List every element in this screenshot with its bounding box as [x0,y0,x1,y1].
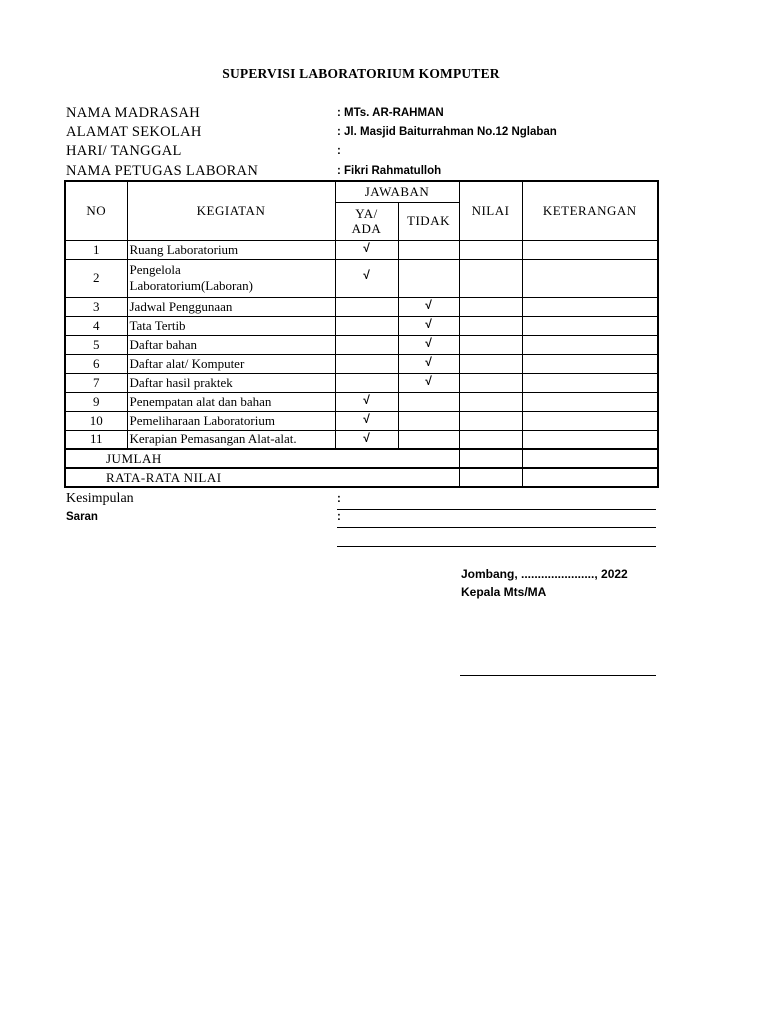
row-no: 10 [65,411,127,430]
row-kegiatan-line2: Laboratorium(Laboran) [129,278,253,293]
kesimpulan-line [337,509,656,510]
row-kegiatan: Daftar bahan [127,335,335,354]
rata-row [65,468,658,487]
info-label-alamat: ALAMAT SEKOLAH [66,124,202,140]
kesimpulan-label: Kesimpulan [66,491,134,506]
row-kegiatan: Ruang Laboratorium [127,240,335,259]
row-keterangan [522,259,658,297]
row-tidak-check [398,259,459,297]
row-ya-check: √ [335,240,398,259]
table-row [65,240,658,259]
info-value-tanggal: : [337,145,341,157]
row-ya-check [335,316,398,335]
row-nilai [459,430,522,449]
row-nilai [459,259,522,297]
info-label-madrasah: NAMA MADRASAH [66,105,201,121]
row-keterangan [522,373,658,392]
table-row [65,335,658,354]
row-nilai [459,411,522,430]
row-kegiatan: Daftar alat/ Komputer [127,354,335,373]
signature-role: Kepala Mts/MA [461,585,547,599]
jumlah-label: JUMLAH [65,449,459,468]
header-tidak: TIDAK [398,202,459,240]
row-no: 7 [65,373,127,392]
info-value-alamat: : Jl. Masjid Baiturrahman No.12 Nglaban [337,126,557,138]
row-tidak-check: √ [398,316,459,335]
row-no: 11 [65,430,127,449]
header-ya-line2: ADA [351,221,382,236]
saran-line-2 [337,546,656,547]
row-keterangan [522,297,658,316]
row-tidak-check [398,392,459,411]
row-ya-check [335,373,398,392]
signature-place-date: Jombang, ......................, 2022 [461,567,628,581]
info-label-tanggal: HARI/ TANGGAL [66,143,182,159]
row-keterangan [522,335,658,354]
row-ya-check: √ [335,392,398,411]
row-tidak-check [398,240,459,259]
row-ya-check: √ [335,259,398,297]
header-kegiatan: KEGIATAN [127,181,335,240]
row-no: 6 [65,354,127,373]
saran-colon: : [337,511,341,523]
row-ya-check [335,354,398,373]
row-tidak-check: √ [398,335,459,354]
info-value-petugas: : Fikri Rahmatulloh [337,165,442,177]
row-nilai [459,335,522,354]
table-row [65,430,658,449]
table-row [65,392,658,411]
page-title: SUPERVISI LABORATORIUM KOMPUTER [222,66,500,81]
jumlah-keterangan [522,449,658,468]
row-keterangan [522,392,658,411]
row-kegiatan: Tata Tertib [127,316,335,335]
row-keterangan [522,430,658,449]
jumlah-row [65,449,658,468]
row-kegiatan: Penempatan alat dan bahan [127,392,335,411]
table-row [65,373,658,392]
row-kegiatan: Pemeliharaan Laboratorium [127,411,335,430]
rata-label: RATA-RATA NILAI [65,468,459,487]
row-kegiatan: Kerapian Pemasangan Alat-alat. [127,430,335,449]
row-nilai [459,373,522,392]
row-tidak-check: √ [398,297,459,316]
header-ya-ada [335,202,398,240]
row-kegiatan: Jadwal Penggunaan [127,297,335,316]
row-no: 1 [65,240,127,259]
row-nilai [459,316,522,335]
row-keterangan [522,411,658,430]
row-keterangan [522,240,658,259]
row-nilai [459,392,522,411]
row-keterangan [522,354,658,373]
header-jawaban: JAWABAN [335,181,459,202]
info-label-petugas: NAMA PETUGAS LABORAN [66,163,259,179]
row-nilai [459,240,522,259]
header-nilai: NILAI [459,181,522,240]
rata-nilai [459,468,522,487]
row-no: 3 [65,297,127,316]
table-row [65,411,658,430]
kesimpulan-colon: : [337,493,341,505]
row-tidak-check [398,411,459,430]
row-ya-check [335,335,398,354]
table-row [65,316,658,335]
row-tidak-check: √ [398,354,459,373]
row-kegiatan [127,259,335,297]
jumlah-nilai [459,449,522,468]
row-nilai [459,354,522,373]
header-keterangan: KETERANGAN [522,181,658,240]
rata-keterangan [522,468,658,487]
table-row [65,354,658,373]
row-no: 5 [65,335,127,354]
info-value-madrasah: : MTs. AR-RAHMAN [337,107,444,119]
table-row [65,259,658,297]
table-row [65,297,658,316]
row-nilai [459,297,522,316]
header-ya-line1: YA/ [355,206,378,221]
row-ya-check: √ [335,430,398,449]
saran-line [337,527,656,528]
row-no: 4 [65,316,127,335]
row-tidak-check [398,430,459,449]
row-kegiatan: Daftar hasil praktek [127,373,335,392]
header-no: NO [65,181,127,240]
row-no: 2 [65,259,127,297]
row-tidak-check: √ [398,373,459,392]
row-keterangan [522,316,658,335]
row-kegiatan-line1: Pengelola [129,262,181,277]
row-no: 9 [65,392,127,411]
supervision-table [64,180,659,488]
signature-line [460,675,656,676]
saran-label: Saran [66,511,98,523]
row-ya-check: √ [335,411,398,430]
row-ya-check [335,297,398,316]
